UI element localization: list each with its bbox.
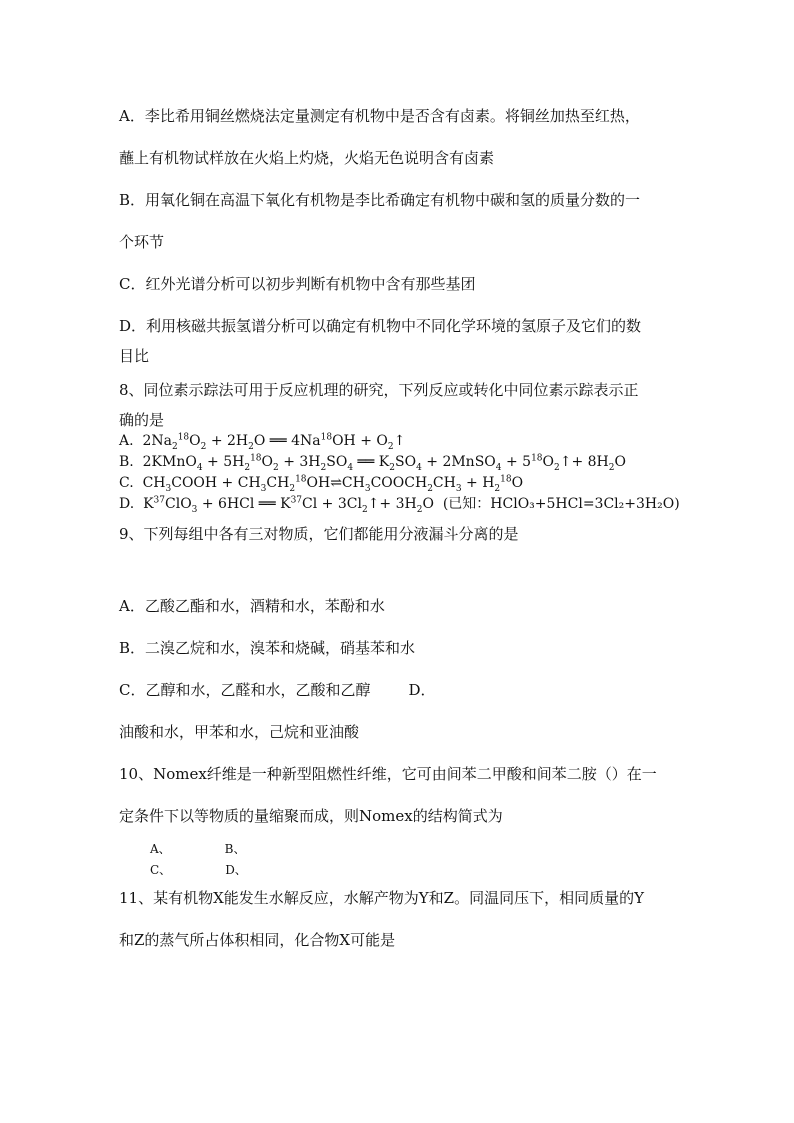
q9-option-c: C．乙醇和水，乙醛和水，乙酸和乙醇 (119, 681, 371, 699)
q7-option-a-line2: 蘸上有机物试样放在火焰上灼烧，火焰无色说明含有卤素 (119, 149, 495, 167)
q7-option-d-line2: 目比 (119, 347, 150, 365)
q10-stem-line1: 10、Nomex纤维是一种新型阻燃性纤维，它可由间苯二甲酸和间苯二胺（）在一 (119, 765, 657, 783)
q8-option-a-label: A. (119, 433, 134, 449)
q9-option-d-label: D． (408, 681, 436, 699)
q8-option-b: B. 2KMnO$_4$ + $5H_2^{18}O_2 + 3H_2SO_4$ ══ $K_2SO_4$ + 2MnSO$_4$ + $5^{18}O_2↑+ 8H_2O$ (119, 453, 626, 473)
q8-stem-line2: 确的是 (119, 411, 165, 429)
q10-options-row1 (150, 839, 246, 859)
q7-option-c: C．红外光谱分析可以初步判断有机物中含有那些基团 (119, 275, 476, 293)
q10-option-b: B、 (224, 842, 246, 856)
q7-option-b-line2: 个环节 (119, 233, 165, 251)
q10-option-d: D、 (225, 863, 247, 877)
q9-option-a: A．乙酸乙酯和水，酒精和水，苯酚和水 (119, 597, 385, 615)
q10-option-c: C、 (150, 863, 172, 877)
q7-option-a-line1: A．李比希用铜丝燃烧法定量测定有机物中是否含有卤素。将铜丝加热至红热， (119, 107, 640, 125)
q8-stem-line1: 8、同位素示踪法可用于反应机理的研究，下列反应或转化中同位素示踪表示正 (119, 381, 639, 399)
q11-stem-line1: 11、某有机物X能发生水解反应，水解产物为Y和Z。同温同压下，相同质量的Y (119, 889, 644, 907)
q11-stem-line2: 和Z的蒸气所占体积相同，化合物X可能是 (119, 931, 396, 949)
q10-options-row2 (150, 860, 247, 880)
q8-known-note: (已知：HClO₃+5HCl=3Cl₂+3H₂O) (442, 496, 680, 512)
q8-option-d-label: D. (119, 496, 135, 512)
q9-stem: 9、下列每组中各有三对物质，它们都能用分液漏斗分离的是 (119, 525, 519, 543)
q8-option-c: C. $CH_3COOH$ + $CH_3CH_2^{18}OH\rightleftharpoons CH_3COOCH_2CH_3 + H_2^{18}O$ (119, 474, 524, 494)
q9-option-b: B．二溴乙烷和水，溴苯和烧碱，硝基苯和水 (119, 639, 416, 657)
q7-option-b-line1: B．用氧化铜在高温下氧化有机物是李比希确定有机物中碳和氢的质量分数的一 (119, 191, 641, 209)
q9-option-c-line (119, 680, 436, 700)
q7-option-d-line1: D．利用核磁共振氢谱分析可以确定有机物中不同化学环境的氢原子及它们的数 (119, 317, 642, 335)
q8-option-c-label: C. (119, 475, 134, 491)
q8-option-a: A. $2Na_2^{18}O_2 + 2H_2O$ ══ $4Na^{18}OH$ + $O_2↑$ (119, 432, 406, 452)
q10-option-a: A、 (150, 842, 171, 856)
q10-stem-line2: 定条件下以等物质的量缩聚而成，则Nomex的结构简式为 (119, 807, 503, 825)
q9-option-d: 油酸和水，甲苯和水，己烷和亚油酸 (119, 723, 360, 741)
q8-option-b-label: B. (119, 454, 134, 470)
q8-option-d: D. $K^{37}ClO_3 + 6HCl$ ══ $K^{37}Cl$ + $3Cl_2↑+ 3H_2O$ (已知：HClO₃+5HCl=3Cl₂+3H₂O) (119, 495, 680, 515)
